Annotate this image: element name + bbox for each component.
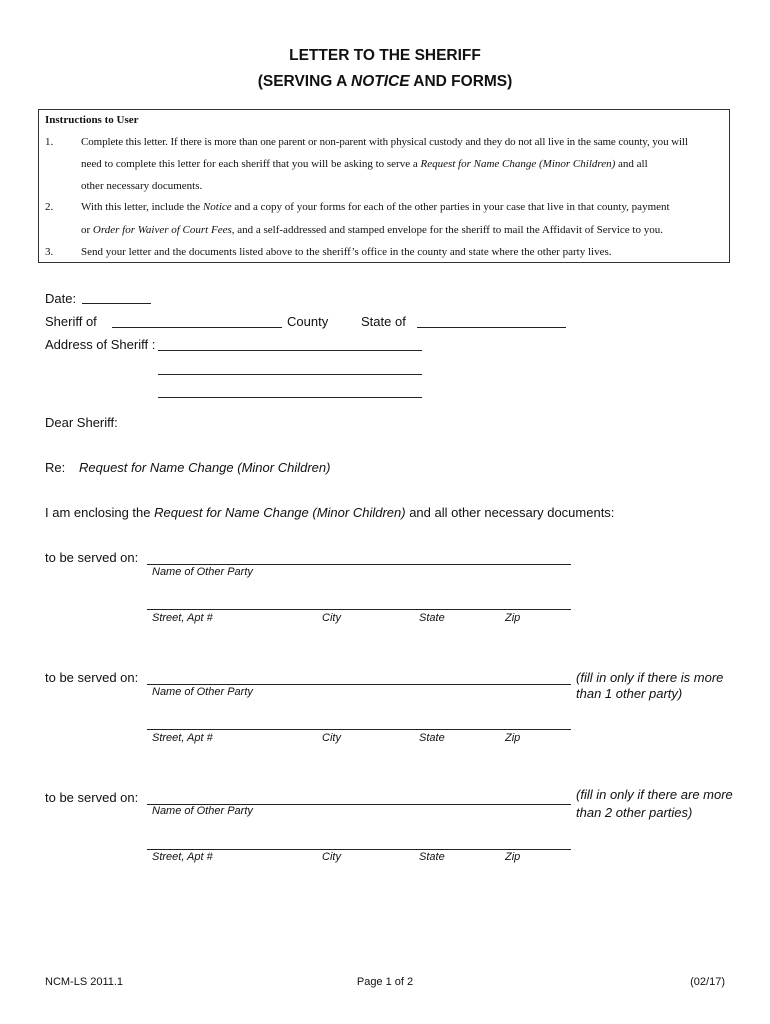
page-subtitle: (SERVING A NOTICE AND FORMS) [257, 73, 513, 90]
party-address-field[interactable] [147, 849, 571, 850]
zip-caption: Zip [505, 732, 521, 744]
fill-note: than 2 other parties) [576, 805, 693, 820]
fill-note: than 1 other party) [576, 686, 683, 701]
state-of-label: State of [361, 314, 406, 329]
instruction-text: With this letter, include the Notice and a copy of your forms for each of the other parties in your case that live in that county, payment [81, 201, 670, 213]
instruction-number: 3. [45, 246, 54, 258]
sheriff-state-field[interactable] [417, 327, 566, 328]
party-address-field[interactable] [147, 729, 571, 730]
address-line-2[interactable] [158, 374, 422, 375]
city-caption: City [322, 732, 341, 744]
street-caption: Street, Apt # [152, 612, 213, 624]
zip-caption: Zip [505, 851, 521, 863]
instructions-heading: Instructions to User [45, 114, 139, 126]
form-id: NCM-LS 2011.1 [45, 976, 124, 988]
salutation: Dear Sheriff: [45, 415, 118, 430]
date-label: Date: [45, 291, 77, 306]
address-line-3[interactable] [158, 397, 422, 398]
name-caption: Name of Other Party [152, 566, 253, 578]
enclosing-text: I am enclosing the Request for Name Change (Minor Children) and all other necessary documents: [45, 505, 615, 520]
address-line-1[interactable] [158, 350, 422, 351]
instruction-text: need to complete this letter for each sheriff that you will be asking to serve a Request for Name Change (Minor Children) and all [81, 158, 648, 170]
instruction-text: other necessary documents. [81, 180, 203, 192]
party-name-field[interactable] [147, 564, 571, 565]
page-title: LETTER TO THE SHERIFF [289, 47, 481, 64]
street-caption: Street, Apt # [152, 732, 213, 744]
state-caption: State [419, 732, 445, 744]
street-caption: Street, Apt # [152, 851, 213, 863]
page-number: Page 1 of 2 [356, 976, 414, 988]
city-caption: City [322, 851, 341, 863]
city-caption: City [322, 612, 341, 624]
zip-caption: Zip [505, 612, 521, 624]
fill-note: (fill in only if there is more [576, 670, 724, 685]
revision-date: (02/17) [690, 976, 725, 988]
instruction-text: Send your letter and the documents listed above to the sheriff’s office in the county and state where the other party lives. [81, 246, 612, 258]
served-on-label: to be served on: [45, 670, 139, 685]
state-caption: State [419, 851, 445, 863]
served-on-label: to be served on: [45, 550, 139, 565]
instruction-number: 2. [45, 201, 54, 213]
name-caption: Name of Other Party [152, 686, 253, 698]
state-caption: State [419, 612, 445, 624]
address-label: Address of Sheriff : [45, 337, 156, 352]
sheriff-of-label: Sheriff of [45, 314, 97, 329]
party-address-field[interactable] [147, 609, 571, 610]
re-value: Request for Name Change (Minor Children) [79, 460, 331, 475]
re-label: Re: [45, 460, 66, 475]
instruction-text: or Order for Waiver of Court Fees, and a self-addressed and stamped envelope for the sheriff to mail the Affidavit of Service to you. [81, 224, 663, 236]
sheriff-county-field[interactable] [112, 327, 282, 328]
instruction-text: Complete this letter. If there is more than one parent or non-parent with physical custody and they do not all live in the same county, you will [81, 136, 688, 148]
county-label: County [287, 314, 329, 329]
fill-note: (fill in only if there are more [576, 787, 733, 802]
date-field[interactable] [82, 303, 151, 304]
instruction-number: 1. [45, 136, 54, 148]
party-name-field[interactable] [147, 684, 571, 685]
served-on-label: to be served on: [45, 790, 139, 805]
name-caption: Name of Other Party [152, 805, 253, 817]
